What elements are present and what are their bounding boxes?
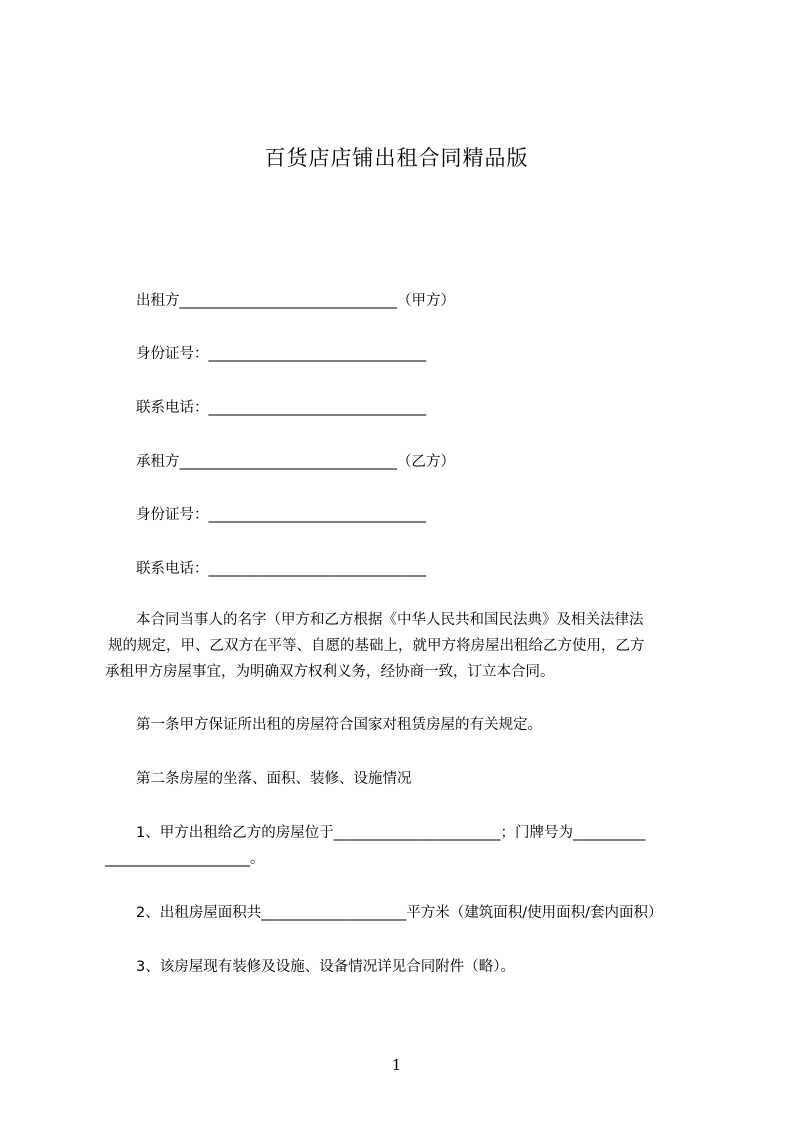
item-2: 2、出租房屋面积共____________________平方米（建筑面积/使用面积/套内面积）: [136, 905, 663, 921]
lessor-id-field: 身份证号：______________________________: [136, 346, 426, 362]
lessee-id-field: 身份证号：______________________________: [136, 507, 426, 523]
lessor-field: 出租方______________________________（甲方）: [136, 293, 455, 309]
item-1-line-2: ____________________。: [105, 851, 265, 867]
article-2: 第二条房屋的坐落、面积、装修、设施情况: [136, 771, 412, 787]
item-1-line-1: 1、甲方出租给乙方的房屋位于_______________________；门牌号为__________: [136, 825, 646, 841]
lessee-field: 承租方______________________________（乙方）: [136, 454, 455, 470]
document-title: 百货店店铺出租合同精品版: [264, 146, 529, 170]
intro-line-1: 本合同当事人的名字（甲方和乙方根据《中华人民共和国民法典》及相关法律法: [136, 612, 644, 628]
intro-line-2: 规的规定，甲、乙双方在平等、自愿的基础上，就甲方将房屋出租给乙方使用，乙方: [108, 638, 645, 654]
lessee-phone-field: 联系电话：______________________________: [136, 561, 426, 577]
item-3: 3、该房屋现有装修及设施、设备情况详见合同附件（略）。: [136, 959, 515, 975]
lessor-phone-field: 联系电话：______________________________: [136, 400, 426, 416]
page-number: 1: [391, 1056, 402, 1074]
intro-line-3: 承租甲方房屋事宜，为明确双方权利义务，经协商一致，订立本合同。: [105, 664, 555, 680]
article-1: 第一条甲方保证所出租的房屋符合国家对租赁房屋的有关规定。: [136, 717, 542, 733]
